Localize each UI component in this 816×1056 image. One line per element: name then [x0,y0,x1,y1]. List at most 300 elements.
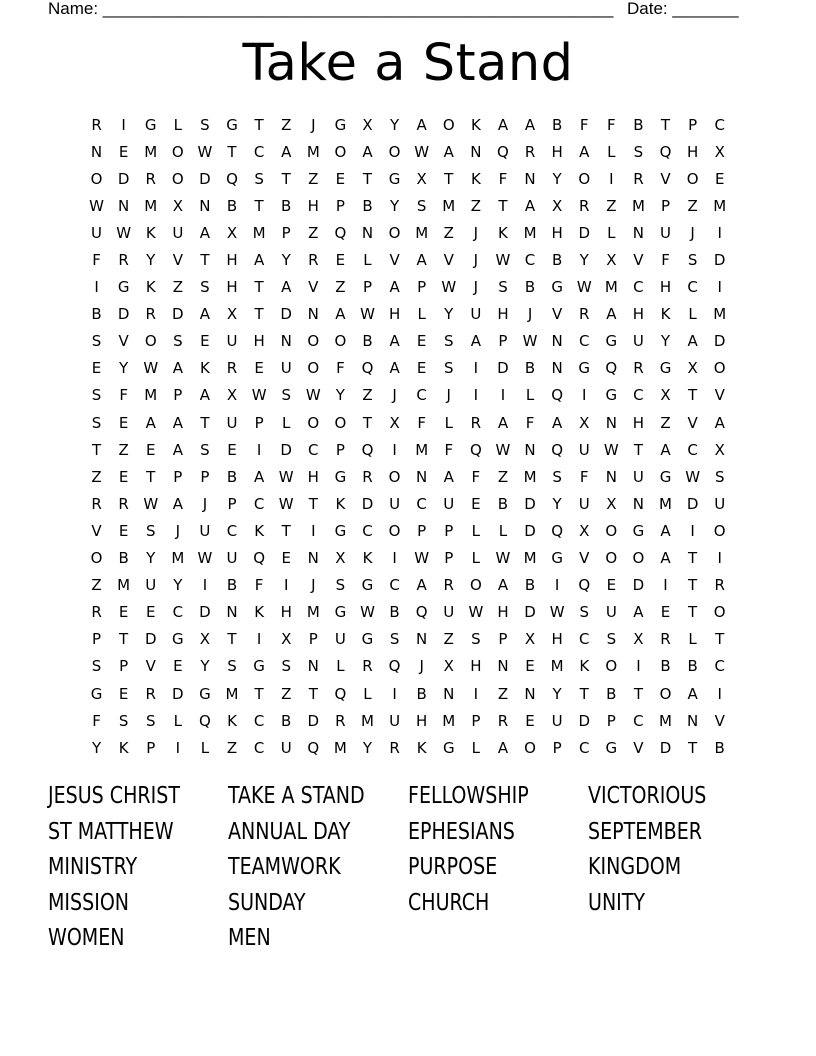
grid-letter: W [360,603,375,622]
grid-letter: H [632,305,645,324]
grid-letter: Y [660,332,671,351]
grid-letter: N [307,549,319,568]
grid-letter: S [145,711,156,730]
grid-letter: O [605,521,618,540]
grid-letter: S [335,576,346,595]
grid-letter: O [524,738,536,757]
grid-letter: H [307,196,319,215]
grid-letter: X [172,196,183,215]
grid-letter: X [633,630,644,649]
grid-letter: T [633,440,643,459]
grid-letter: R [145,684,156,703]
grid-letter: A [714,413,725,432]
grid-letter: M [713,196,727,215]
grid-letter: C [253,711,265,730]
grid-letter: U [632,332,644,351]
grid-letter: C [253,738,265,757]
grid-letter: S [471,630,481,649]
grid-letter: M [306,603,320,622]
grid-letter: K [200,359,210,378]
grid-letter: G [605,332,618,351]
grid-letter: A [660,549,671,568]
word-bank-item: WOMEN [48,925,125,951]
grid-letter: H [686,142,699,161]
grid-letter: U [226,413,238,432]
grid-letter: V [579,549,590,568]
grid-letter: S [227,657,237,676]
grid-letter: O [632,549,645,568]
grid-letter: S [91,332,102,351]
grid-letter: Y [146,251,156,270]
grid-letter: P [417,521,427,540]
grid-letter: V [91,521,102,540]
grid-letter: Y [200,657,210,676]
grid-letter: P [254,413,264,432]
grid-letter: C [578,738,590,757]
grid-letter: X [443,657,454,676]
grid-letter: B [524,359,536,378]
grid-letter: U [145,576,157,595]
grid-letter: Z [606,196,617,215]
grid-letter: L [607,142,616,161]
grid-letter: V [308,278,319,297]
grid-letter: V [145,657,156,676]
grid-letter: D [172,684,184,703]
grid-letter: Q [551,386,564,405]
grid-letter: J [392,386,397,405]
grid-letter: I [717,549,722,568]
grid-letter: N [416,467,428,486]
grid-letter: C [226,521,238,540]
grid-letter: R [633,169,644,188]
grid-letter: X [579,413,590,432]
letter-grid [83,111,733,761]
grid-letter: Z [308,169,319,188]
grid-letter: X [552,196,563,215]
grid-letter: P [362,278,372,297]
grid-letter: P [552,738,562,757]
word-bank-item: ANNUAL DAY [228,818,351,845]
date-field-label: Date: _______ [627,0,739,18]
grid-letter: G [334,603,347,622]
grid-letter: A [416,251,427,270]
grid-letter: F [579,115,589,134]
grid-letter: Y [119,359,129,378]
grid-letter: E [525,711,535,730]
grid-letter: W [278,467,294,486]
grid-letter: A [497,413,509,432]
grid-letter: N [605,413,617,432]
grid-letter: Q [361,440,374,459]
grid-letter: L [336,657,345,676]
grid-letter: R [362,657,373,676]
grid-letter: B [551,251,563,270]
grid-letter: C [687,440,698,459]
word-bank-item: SUNDAY [228,889,306,916]
grid-letter: B [362,196,373,215]
grid-letter: U [443,603,455,622]
grid-letter: P [660,196,671,215]
grid-letter: Y [579,251,589,270]
grid-letter: H [551,142,563,161]
grid-letter: A [443,467,454,486]
grid-letter: Q [253,549,266,568]
grid-letter: P [92,630,102,649]
grid-letter: T [633,684,643,703]
grid-letter: M [225,684,239,703]
grid-letter: Z [91,576,102,595]
grid-letter: N [443,684,455,703]
grid-letter: L [173,115,182,134]
word-bank [48,780,768,958]
grid-letter: S [118,711,129,730]
grid-letter: D [144,630,157,649]
grid-letter: A [172,359,183,378]
grid-letter: U [334,630,346,649]
grid-letter: D [713,332,726,351]
grid-letter: O [605,657,618,676]
grid-letter: E [471,494,481,513]
grid-letter: E [227,440,237,459]
grid-letter: P [173,386,183,405]
grid-letter: P [227,494,237,513]
grid-letter: D [172,305,184,324]
grid-letter: B [660,657,671,676]
grid-letter: T [688,386,698,405]
grid-letter: K [660,305,671,324]
word-bank-item: FELLOWSHIP [408,783,529,809]
grid-letter: Q [551,521,564,540]
grid-letter: H [551,223,563,242]
grid-letter: W [360,305,375,324]
grid-letter: S [498,278,508,297]
grid-letter: Q [469,440,482,459]
grid-letter: P [444,549,454,568]
grid-letter: P [200,467,210,486]
grid-letter: I [473,359,479,378]
grid-letter: S [444,332,454,351]
word-bank-item: CHURCH [408,889,490,916]
grid-letter: L [471,549,481,568]
grid-letter: V [172,251,183,270]
grid-letter: A [660,440,671,459]
grid-letter: I [392,440,397,459]
grid-letter: W [468,603,484,622]
grid-letter: H [551,630,563,649]
grid-letter: H [632,413,645,432]
grid-letter: K [145,223,156,242]
grid-letter: A [172,440,183,459]
grid-letter: B [497,494,509,513]
grid-letter: X [281,630,292,649]
grid-letter: B [389,603,400,622]
grid-letter: D [497,359,509,378]
grid-letter: E [281,549,291,568]
grid-letter: T [688,603,698,622]
grid-letter: E [118,684,129,703]
grid-letter: G [578,359,591,378]
grid-letter: F [471,467,481,486]
grid-letter: F [525,413,535,432]
grid-letter: C [687,278,698,297]
grid-letter: O [388,521,401,540]
grid-letter: S [444,359,454,378]
grid-letter: H [470,657,482,676]
grid-letter: G [334,521,347,540]
grid-letter: Q [226,169,238,188]
grid-letter: E [145,603,156,622]
grid-letter: I [554,576,560,595]
grid-letter: V [687,413,698,432]
grid-letter: A [281,142,292,161]
grid-letter: F [254,576,264,595]
word-bank-item: ST MATTHEW [48,818,174,845]
grid-letter: E [118,521,129,540]
grid-letter: I [392,684,397,703]
grid-letter: S [633,142,644,161]
grid-letter: R [660,630,671,649]
grid-letter: S [254,169,264,188]
grid-letter: T [254,278,264,297]
grid-letter: R [633,359,644,378]
grid-letter: V [389,251,400,270]
grid-letter: N [118,196,130,215]
grid-letter: H [307,467,319,486]
grid-letter: N [280,332,292,351]
grid-letter: P [119,657,129,676]
grid-letter: I [121,115,126,134]
word-bank-item: MEN [228,925,271,951]
grid-letter: O [659,684,672,703]
grid-letter: T [254,305,264,324]
word-bank-item: UNITY [588,889,646,916]
grid-letter: Q [334,684,347,703]
grid-letter: S [687,251,698,270]
grid-letter: I [500,386,506,405]
grid-letter: I [256,440,262,459]
grid-letter: A [172,494,183,513]
grid-letter: I [582,386,587,405]
grid-letter: M [415,223,429,242]
grid-letter: O [388,467,401,486]
grid-letter: B [524,576,536,595]
grid-letter: C [524,251,536,270]
grid-letter: L [173,711,182,730]
grid-letter: N [605,467,617,486]
grid-letter: F [336,359,345,378]
grid-letter: W [116,223,132,242]
grid-letter: P [335,440,345,459]
grid-letter: I [636,657,641,676]
grid-letter: P [471,711,481,730]
header-fields [48,0,748,20]
grid-letter: R [579,196,590,215]
grid-letter: U [470,305,482,324]
grid-letter: T [200,251,210,270]
grid-letter: G [442,738,455,757]
grid-letter: U [172,223,184,242]
grid-letter: I [690,521,695,540]
grid-letter: T [281,521,291,540]
grid-letter: Y [173,576,183,595]
grid-letter: G [172,630,184,649]
grid-letter: G [253,657,265,676]
grid-letter: R [524,142,536,161]
grid-letter: O [713,603,726,622]
grid-letter: E [660,603,671,622]
grid-letter: C [578,630,590,649]
grid-letter: C [633,278,644,297]
grid-letter: X [416,169,427,188]
grid-letter: J [473,278,479,297]
grid-letter: Y [389,196,400,215]
grid-letter: U [632,467,644,486]
grid-letter: R [362,467,373,486]
grid-letter: S [281,657,291,676]
grid-letter: F [444,440,454,459]
grid-letter: U [660,223,671,242]
grid-letter: J [419,657,424,676]
grid-letter: F [417,413,426,432]
grid-letter: W [197,549,213,568]
grid-letter: R [579,305,590,324]
grid-letter: L [200,738,210,757]
grid-letter: O [90,169,103,188]
grid-letter: F [661,251,670,270]
grid-letter: B [524,278,536,297]
grid-letter: P [281,223,291,242]
grid-letter: Z [91,467,102,486]
grid-letter: U [389,494,401,513]
grid-letter: S [714,467,725,486]
grid-letter: D [117,169,130,188]
grid-letter: W [549,603,565,622]
grid-letter: R [118,494,129,513]
word-bank-item: TAKE A STAND [228,783,365,809]
grid-letter: C [253,142,265,161]
grid-letter: V [660,169,671,188]
grid-letter: I [473,386,479,405]
grid-letter: Q [334,223,347,242]
grid-letter: A [497,576,509,595]
grid-letter: C [633,711,644,730]
grid-letter: M [631,196,645,215]
grid-letter: A [660,521,671,540]
grid-letter: W [414,142,430,161]
grid-letter: I [256,630,262,649]
grid-letter: A [497,738,509,757]
grid-letter: J [175,521,181,540]
grid-letter: M [659,711,672,730]
grid-letter: E [118,467,129,486]
grid-letter: K [470,169,481,188]
grid-letter: K [470,115,481,134]
grid-letter: L [688,630,697,649]
grid-letter: O [578,169,591,188]
grid-letter: Z [281,684,292,703]
grid-letter: Z [497,467,509,486]
grid-letter: U [578,494,590,513]
grid-letter: X [714,142,725,161]
grid-letter: A [389,359,400,378]
grid-letter: V [552,305,563,324]
grid-letter: M [144,142,158,161]
grid-letter: N [551,332,563,351]
grid-letter: H [388,305,401,324]
grid-letter: U [714,494,726,513]
grid-letter: U [226,332,238,351]
grid-letter: T [308,684,318,703]
grid-letter: A [416,576,427,595]
grid-letter: I [663,576,668,595]
grid-letter: K [227,711,237,730]
grid-letter: B [362,332,373,351]
grid-letter: L [471,738,481,757]
grid-letter: Z [687,196,698,215]
grid-letter: Z [335,278,346,297]
grid-letter: L [607,223,616,242]
grid-letter: E [145,440,156,459]
grid-letter: Z [497,684,509,703]
grid-letter: F [92,251,101,270]
grid-letter: A [281,278,292,297]
grid-letter: T [715,630,725,649]
grid-letter: A [524,115,536,134]
grid-letter: G [605,386,618,405]
grid-letter: X [226,305,238,324]
grid-letter: E [416,359,427,378]
grid-letter: X [579,521,590,540]
grid-letter: O [334,332,347,351]
grid-letter: S [200,278,210,297]
grid-letter: R [497,711,509,730]
grid-letter: A [470,332,481,351]
grid-letter: K [118,738,129,757]
grid-letter: X [606,494,617,513]
grid-letter: R [118,251,129,270]
grid-letter: Y [552,494,562,513]
grid-letter: O [171,142,184,161]
grid-letter: X [199,630,211,649]
grid-letter: D [199,169,211,188]
grid-letter: O [388,223,401,242]
grid-letter: Z [443,630,454,649]
grid-letter: G [551,549,563,568]
grid-letter: L [688,305,697,324]
grid-letter: D [524,494,536,513]
grid-letter: H [226,251,238,270]
grid-letter: I [717,223,722,242]
grid-letter: A [389,278,400,297]
grid-letter: I [392,549,397,568]
grid-letter: H [497,603,509,622]
grid-letter: J [527,305,533,324]
grid-letter: W [197,142,213,161]
grid-letter: R [145,169,156,188]
grid-letter: B [226,467,238,486]
grid-letter: N [632,223,645,242]
grid-letter: J [690,223,695,242]
grid-letter: K [254,521,265,540]
grid-letter: S [200,440,210,459]
grid-letter: E [91,359,102,378]
grid-letter: P [417,278,427,297]
grid-letter: N [361,223,374,242]
grid-letter: M [442,196,456,215]
grid-letter: Z [281,115,292,134]
grid-letter: O [307,332,320,351]
grid-letter: E [254,359,264,378]
